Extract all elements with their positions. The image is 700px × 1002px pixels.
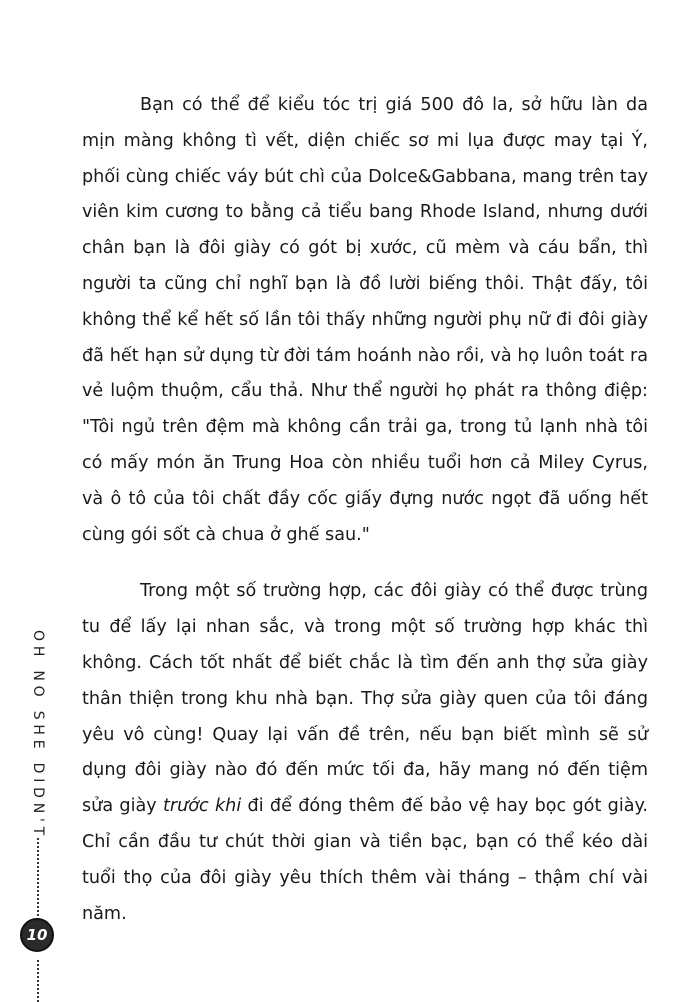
body-text	[82, 88, 648, 932]
dotted-divider-lower-icon	[37, 960, 39, 1002]
page-number: 10	[26, 926, 48, 944]
dotted-divider-icon	[37, 838, 39, 920]
paragraph-2	[82, 574, 648, 932]
paragraph-1: Bạn có thể để kiểu tóc trị giá 500 đô la, sở hữu làn da mịn màng không tì vết, diện chiếc sơ mi lụa được may tại Ý, phối cùng chiếc váy bút chì của Dolce&Gabbana, mang trên tay viên kim cương to bằng cả tiểu bang Rhode Island, nhưng dưới chân bạn là đôi giày có gót bị xước, cũ mèm và cáu bẩn, thì người ta cũng chỉ nghĩ bạn là đồ lười biếng thôi. Thật đấy, tôi không thể kể hết số lần tôi thấy những người phụ nữ đi đôi giày đã hết hạn sử dụng từ đời tám hoánh nào rồi, và họ luôn toát ra vẻ luộm thuộm, cẩu thả. Như thể người họ phát ra thông điệp: "Tôi ngủ trên đệm mà không cần trải ga, trong tủ lạnh nhà tôi có mấy món ăn Trung Hoa còn nhiều tuổi hơn cả Miley Cyrus, và ô tô của tôi chất đầy cốc giấy đựng nước ngọt đã uống hết cùng gói sốt cà chua ở ghế sau."	[82, 95, 648, 545]
running-title-text: OH NO SHE DIDN'T	[30, 630, 46, 841]
paragraph-2-text-start: Trong một số trường hợp, các đôi giày có thể được trùng tu để lấy lại nhan sắc, và trong một số trường hợp khác thì không. Cách tốt nhất để biết chắc là tìm đến anh thợ sửa giày thân thiện trong khu nhà bạn. Thợ sửa giày quen của tôi đáng yêu vô cùng! Quay lại vấn đề trên, nếu bạn biết mình sẽ sử dụng đôi giày nào đó đến mức tối đa, hãy mang nó đến tiệm sửa giày	[82, 581, 648, 817]
paragraph-2-text-end: đi để đóng thêm đế bảo vệ hay bọc gót giày. Chỉ cần đầu tư chút thời gian và tiền bạc, bạn có thể kéo dài tuổi thọ của đôi giày yêu thích thêm vài tháng – thậm chí vài năm.	[82, 796, 648, 924]
page-number-badge	[20, 918, 54, 952]
side-margin	[18, 630, 58, 1002]
paragraph-2-italic: trước khi	[162, 796, 242, 817]
